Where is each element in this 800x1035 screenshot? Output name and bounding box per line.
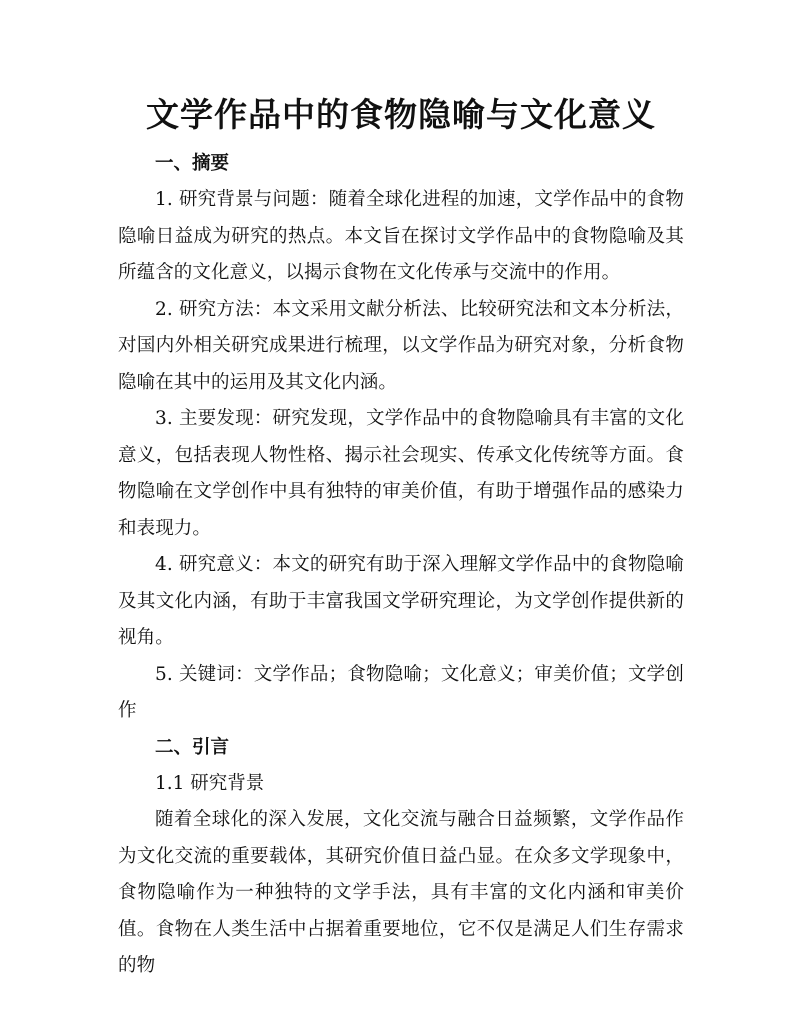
document-page	[118, 0, 684, 985]
section-heading-abstract: 一、摘要	[155, 153, 230, 174]
abstract-paragraph-method: 2. 研究方法：本文采用文献分析法、比较研究法和文本分析法，对国内外相关研究成果进行梳理，以文学作品为研究对象，分析食物隐喻在其中的运用及其文化内涵。	[118, 298, 684, 393]
introduction-paragraph: 随着全球化的深入发展，文化交流与融合日益频繁，文学作品作为文化交流的重要载体，其研究价值日益凸显。在众多文学现象中，食物隐喻作为一种独特的文学手法，具有丰富的文化内涵和审美价值。食物在人类生活中占据着重要地位，它不仅是满足人们生存需求的物	[118, 809, 684, 976]
abstract-paragraph-findings: 3. 主要发现：研究发现，文学作品中的食物隐喻具有丰富的文化意义，包括表现人物性格、揭示社会现实、传承文化传统等方面。食物隐喻在文学创作中具有独特的审美价值，有助于增强作品的感染力和表现力。	[118, 408, 684, 539]
abstract-paragraph-keywords: 5. 关键词：文学作品；食物隐喻；文化意义；审美价值；文学创作	[118, 663, 684, 721]
subsection-heading-background: 1.1 研究背景	[155, 772, 265, 794]
document-title: 文学作品中的食物隐喻与文化意义	[146, 95, 656, 134]
section-heading-introduction: 二、引言	[155, 736, 230, 758]
abstract-paragraph-significance: 4. 研究意义：本文的研究有助于深入理解文学作品中的食物隐喻及其文化内涵，有助于丰富我国文学研究理论，为文学创作提供新的视角。	[118, 554, 684, 648]
abstract-paragraph-background: 1. 研究背景与问题：随着全球化进程的加速，文学作品中的食物隐喻日益成为研究的热点。本文旨在探讨文学作品中的食物隐喻及其所蕴含的文化意义，以揭示食物在文化传承与交流中的作用。	[118, 189, 684, 283]
